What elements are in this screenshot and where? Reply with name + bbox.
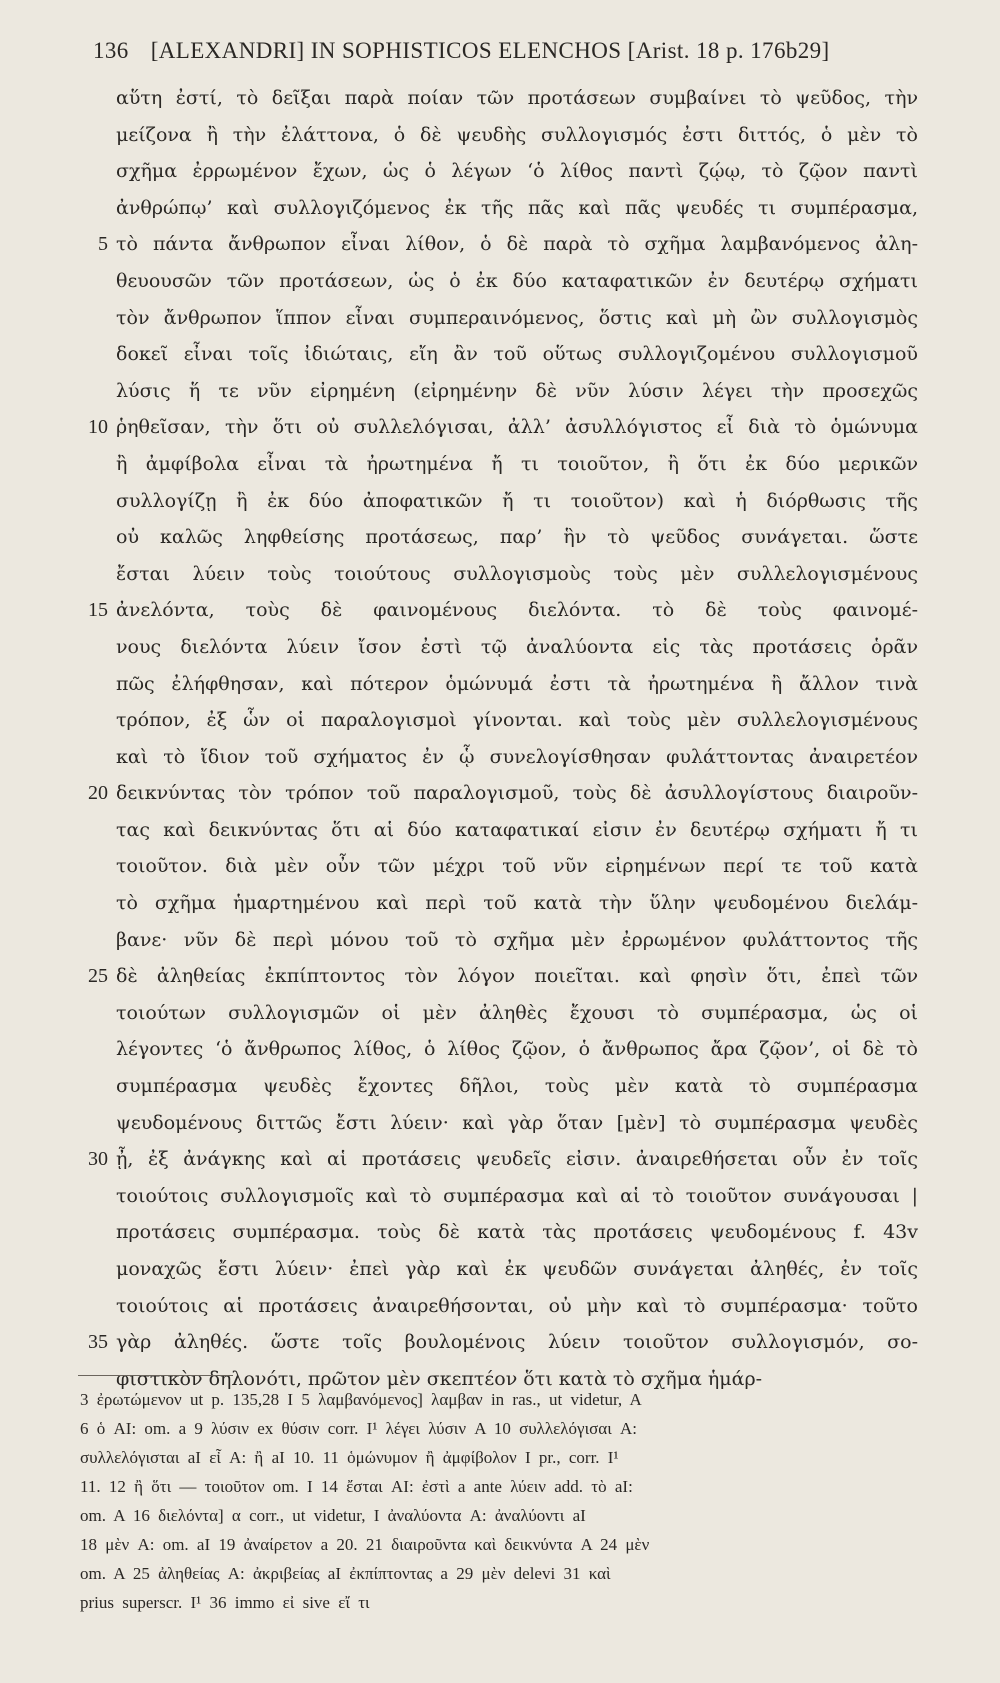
line-text: τρόπον, ἐξ ὧν οἱ παραλογισμοὶ γίνονται. καὶ τοὺς μὲν συλλελογισμένους — [116, 709, 918, 732]
text-line — [0, 519, 1000, 556]
text-line — [0, 373, 1000, 410]
apparatus-line: om. A 25 ἀληθείας A: ἀκριβείας aI ἐκπίπτοντας a 29 μὲν delevi 31 καὶ — [80, 1564, 611, 1583]
line-number: 15 — [88, 599, 108, 622]
line-text: τοιούτοις αἱ προτάσεις ἀναιρεθήσονται, οὐ μὴν καὶ τὸ συμπέρασμα· τοῦτο — [116, 1294, 918, 1317]
line-text: λύσις ἥ τε νῦν εἰρημένη (εἰρημένην δὲ νῦν λύσιν λέγει τὴν προσεχῶς — [116, 379, 918, 402]
text-line — [0, 80, 1000, 117]
line-text: τοιοῦτον. διὰ μὲν οὖν τῶν μέχρι τοῦ νῦν εἰρημένων περί τε τοῦ κατὰ — [116, 855, 918, 878]
page-header — [93, 38, 923, 64]
text-line — [0, 556, 1000, 593]
line-text: καὶ τὸ ἴδιον τοῦ σχήματος ἐν ᾧ συνελογίσθησαν φυλάττοντας ἀναιρετέον — [116, 745, 918, 768]
text-line — [0, 922, 1000, 959]
line-text: μείζονα ἢ τὴν ἐλάττονα, ὁ δὲ ψευδὴς συλλογισμός ἐστι διττός, ὁ μὲν τὸ — [116, 123, 918, 146]
apparatus-line: 18 μὲν A: om. aI 19 ἀναίρετον a 20. 21 διαιροῦντα καὶ δεικνύντα A 24 μὲν — [80, 1535, 650, 1554]
text-line — [0, 1251, 1000, 1288]
line-number: 10 — [88, 416, 108, 439]
line-text: τας καὶ δεικνύντας ὅτι αἱ δύο καταφατικαί εἰσιν ἐν δευτέρῳ σχήματι ἤ τι — [116, 818, 918, 841]
line-number: 30 — [88, 1148, 108, 1171]
apparatus-line: συλλελόγισται aI εἶ A: ἢ aI 10. 11 ὁμώνυμον ἢ ἀμφίβολον I pr., corr. I¹ — [80, 1448, 619, 1467]
text-line — [0, 190, 1000, 227]
line-text: τὸν ἄνθρωπον ἵππον εἶναι συμπεραινόμενος, ὅστις καὶ μὴ ὢν συλλογισμὸς — [116, 306, 918, 329]
text-line — [0, 666, 1000, 703]
text-line — [0, 1031, 1000, 1068]
line-text: αὕτη ἐστί, τὸ δεῖξαι παρὰ ποίαν τῶν προτάσεων συμβαίνει τὸ ψεῦδος, τὴν — [116, 87, 918, 109]
main-text — [0, 80, 1000, 1397]
text-line — [0, 336, 1000, 373]
apparatus-line: 6 ὁ AI: om. a 9 λύσιν ex θύσιν corr. I¹ λέγει λύσιν A 10 συλλελόγισαι A: — [80, 1419, 638, 1438]
page-number: 136 — [93, 38, 129, 63]
text-line — [0, 775, 1000, 812]
line-text: φιστικὸν δηλονότι, πρῶτον μὲν σκεπτέον ὅτι κατὰ τὸ σχῆμα ἡμάρ- — [116, 1367, 763, 1390]
text-line — [0, 483, 1000, 520]
line-text: γὰρ ἀληθές. ὥστε τοῖς βουλομένοις λύειν τοιοῦτον συλλογισμόν, σο- — [116, 1331, 918, 1354]
line-text: μοναχῶς ἔστι λύειν· ἐπεὶ γὰρ καὶ ἐκ ψευδῶν συνάγεται ἀληθές, ἐν τοῖς — [116, 1258, 918, 1280]
text-line — [0, 885, 1000, 922]
critical-apparatus — [80, 1385, 940, 1617]
text-line — [0, 300, 1000, 337]
line-text: νους διελόντα λύειν ἴσον ἐστὶ τῷ ἀναλύοντα εἰς τὰς προτάσεις ὁρᾶν — [116, 635, 918, 658]
text-line — [0, 1141, 1000, 1178]
line-text: οὐ καλῶς ληφθείσης προτάσεως, παρ’ ἣν τὸ ψεῦδος συνάγεται. ὥστε — [116, 526, 918, 549]
line-text: ἀνελόντα, τοὺς δὲ φαινομένους διελόντα. τὸ δὲ τοὺς φαινομέ- — [116, 599, 918, 622]
line-number: 25 — [88, 965, 108, 988]
text-line — [0, 409, 1000, 446]
text-line — [0, 446, 1000, 483]
text-line — [0, 1178, 1000, 1215]
line-text: τὸ πάντα ἄνθρωπον εἶναι λίθον, ὁ δὲ παρὰ τὸ σχῆμα λαμβανόμενος ἀλη- — [116, 233, 918, 256]
text-line — [0, 1288, 1000, 1325]
line-text: συλλογίζῃ ἢ ἐκ δύο ἀποφατικῶν ἤ τι τοιοῦτον) καὶ ἡ διόρθωσις τῆς — [116, 489, 918, 512]
text-line — [0, 702, 1000, 739]
line-number: 5 — [98, 233, 108, 256]
apparatus-divider — [78, 1375, 233, 1376]
text-line — [0, 995, 1000, 1032]
line-text: δοκεῖ εἶναι τοῖς ἰδιώταις, εἴη ἂν τοῦ οὕτως συλλογιζομένου συλλογισμοῦ — [116, 343, 918, 366]
apparatus-line: 3 ἐρωτώμενον ut p. 135,28 I 5 λαμβανόμενος] λαμβαν in ras., ut videtur, A — [80, 1390, 642, 1409]
line-text: δεικνύντας τὸν τρόπον τοῦ παραλογισμοῦ, τοὺς δὲ ἀσυλλογίστους διαιροῦν- — [116, 782, 918, 805]
line-text: τὸ σχῆμα ἡμαρτημένου καὶ περὶ τοῦ κατὰ τὴν ὕλην ψευδομένου διελάμ- — [116, 892, 918, 915]
line-text: λέγοντες ‘ὁ ἄνθρωπος λίθος, ὁ λίθος ζῷον, ὁ ἄνθρωπος ἄρα ζῷον’, οἱ δὲ τὸ — [116, 1038, 918, 1061]
text-line — [0, 1324, 1000, 1361]
apparatus-line: 11. 12 ἢ ὅτι — τοιοῦτον om. I 14 ἔσται AI: ἐστὶ a ante λύειν add. τὸ aI: — [80, 1477, 633, 1496]
line-text: πῶς ἐλήφθησαν, καὶ πότερον ὁμώνυμά ἐστι τὰ ἠρωτημένα ἢ ἄλλον τινὰ — [116, 672, 918, 695]
apparatus-line: prius superscr. I¹ 36 immo εἰ sive εἴ τι — [80, 1593, 370, 1612]
text-line — [0, 117, 1000, 154]
apparatus-line: om. A 16 διελόντα] α corr., ut videtur, I ἀναλύοντα A: ἀναλύοντι aI — [80, 1506, 586, 1525]
line-text: βανε· νῦν δὲ περὶ μόνου τοῦ τὸ σχῆμα μὲν ἐρρωμένον φυλάττοντος τῆς — [116, 928, 918, 951]
line-text: δὲ ἀληθείας ἐκπίπτοντος τὸν λόγον ποιεῖται. καὶ φησὶν ὅτι, ἐπεὶ τῶν — [116, 965, 918, 988]
line-text: θευουσῶν τῶν προτάσεων, ὡς ὁ ἐκ δύο καταφατικῶν ἐν δευτέρῳ σχήματι — [116, 269, 918, 292]
text-line — [0, 739, 1000, 776]
line-number: 20 — [88, 782, 108, 805]
text-line — [0, 1105, 1000, 1142]
text-line — [0, 1068, 1000, 1105]
line-text: ἀνθρώπῳ’ καὶ συλλογιζόμενος ἐκ τῆς πᾶς καὶ πᾶς ψευδές τι συμπέρασμα, — [116, 196, 918, 219]
running-title: [ALEXANDRI] IN SOPHISTICOS ELENCHOS [Arist. 18 p. 176b29] — [150, 38, 830, 63]
line-text: προτάσεις συμπέρασμα. τοὺς δὲ κατὰ τὰς προτάσεις ψευδομένους f. 43v — [116, 1221, 918, 1244]
line-number: 35 — [88, 1331, 108, 1354]
line-text: τοιούτοις συλλογισμοῖς καὶ τὸ συμπέρασμα καὶ αἱ τὸ τοιοῦτον συνάγουσαι | — [116, 1184, 918, 1207]
line-text: συμπέρασμα ψευδὲς ἔχοντες δῆλοι, τοὺς μὲν κατὰ τὸ συμπέρασμα — [116, 1075, 918, 1098]
line-text: ῥηθεῖσαν, τὴν ὅτι οὐ συλλελόγισαι, ἀλλ’ ἀσυλλόγιστος εἶ διὰ τὸ ὁμώνυμα — [116, 416, 918, 439]
line-text: ψευδομένους διττῶς ἔστι λύειν· καὶ γὰρ ὅταν [μὲν] τὸ συμπέρασμα ψευδὲς — [116, 1111, 918, 1134]
text-line — [0, 592, 1000, 629]
line-text: ἔσται λύειν τοὺς τοιούτους συλλογισμοὺς τοὺς μὲν συλλελογισμένους — [116, 562, 918, 585]
line-text: τοιούτων συλλογισμῶν οἱ μὲν ἀληθὲς ἔχουσι τὸ συμπέρασμα, ὡς οἱ — [116, 1001, 918, 1024]
text-line — [0, 263, 1000, 300]
text-line — [0, 958, 1000, 995]
line-text: ᾖ, ἐξ ἀνάγκης καὶ αἱ προτάσεις ψευδεῖς εἰσιν. ἀναιρεθήσεται οὖν ἐν τοῖς — [116, 1148, 918, 1171]
text-line — [0, 226, 1000, 263]
text-line — [0, 848, 1000, 885]
line-text: σχῆμα ἐρρωμένον ἔχων, ὡς ὁ λέγων ‘ὁ λίθος παντὶ ζῴῳ, τὸ ζῷον παντὶ — [116, 160, 918, 183]
text-line — [0, 153, 1000, 190]
text-line — [0, 812, 1000, 849]
line-text: ἢ ἀμφίβολα εἶναι τὰ ἠρωτημένα ἤ τι τοιοῦτον, ἢ ὅτι ἐκ δύο μερικῶν — [116, 452, 918, 475]
text-line — [0, 629, 1000, 666]
text-line — [0, 1214, 1000, 1251]
